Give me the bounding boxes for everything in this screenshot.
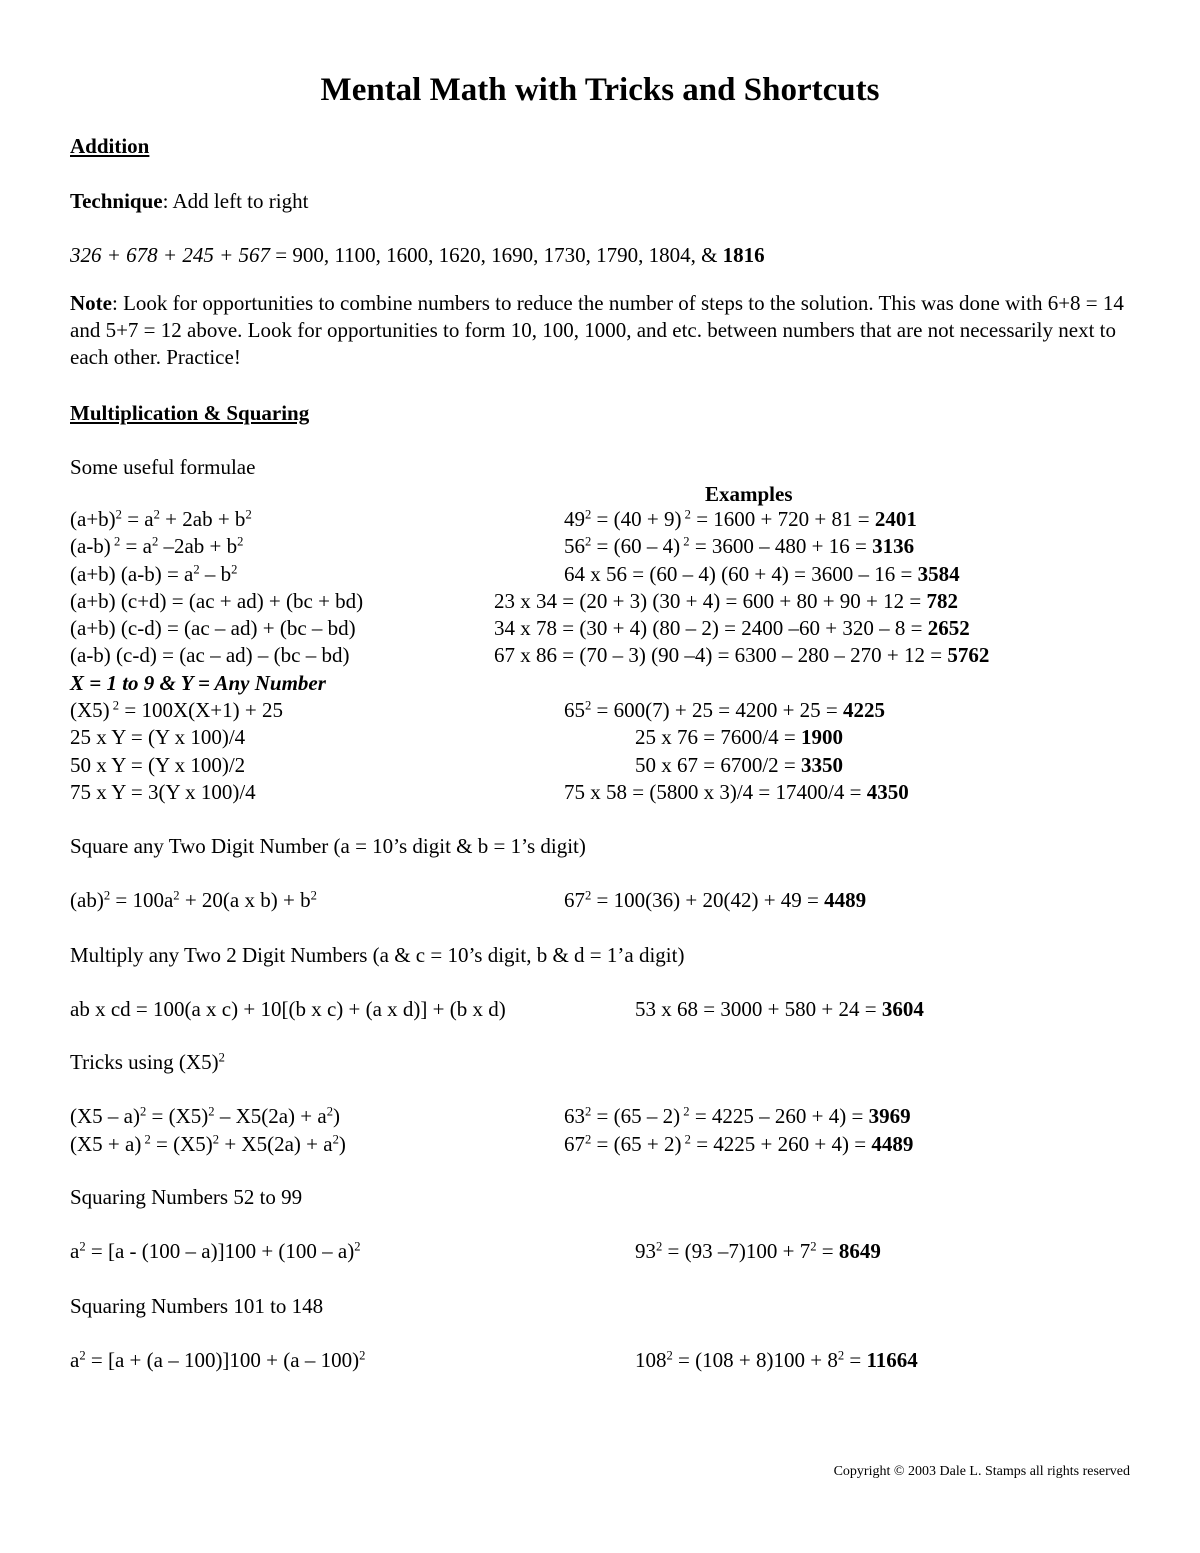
formula: (a-b) $^2 = a^2$ $-2ab + b^2$: [70, 534, 244, 559]
formula-subheading: [70, 670, 1170, 697]
formula-row: [70, 588, 1170, 615]
tricks-x5-example: $67^2 = (65 + 2) ^2 = 4225 + 260 + 4) = 4489$: [564, 1132, 914, 1156]
formula: 25 x Y = (Y x 100)/4: [70, 725, 246, 750]
tricks-x5-formula: $(X5 - a)^2 = (X5)^2 - X5(2a) + a^2$): [70, 1104, 341, 1128]
addition-heading: Addition: [70, 134, 150, 158]
addition-example: [70, 241, 765, 269]
squaring-52-99-example: $93^2 = (93$ $-7)100 + 7^2 = 8649$: [635, 1239, 881, 1263]
multiplication-heading: Multiplication & Squaring: [70, 401, 310, 425]
squaring-101-148-formula: $a^2 = [a + (a - 100)]100 + (a - 100)^2$: [70, 1348, 366, 1372]
multiply-two-digit-heading: Multiply any Two 2 Digit Numbers (a & c = 10’s digit, b & d = 1’a digit): [70, 943, 685, 967]
formula: $(a+b)^2 = a^2 + 2ab + b^2$: [70, 507, 252, 531]
technique-text: : Add left to right: [162, 189, 309, 213]
addition-example-steps: = 900, 1100, 1600, 1620, 1690, 1730, 1790, 1804, &: [270, 243, 723, 267]
multiply-two-digit-formula: ab x cd = 100(a x c) + 10[(b x c) + (a x d)] + (b x d): [70, 997, 506, 1021]
tricks-x5-formula: (X5 + a) $^2 = (X5)^2 + X5(2a) + a^2$): [70, 1132, 346, 1156]
formula: X = 1 to 9 & Y = Any Number: [70, 670, 326, 695]
addition-note: [70, 290, 1130, 371]
tricks-x5-example: $63^2 = (65 - 2) ^2 = 4225 - 260 + 4) = 3969$: [564, 1104, 911, 1128]
formula-table: [70, 506, 1170, 806]
formula: 50 x Y = (Y x 100)/2: [70, 752, 246, 777]
formula-row: [70, 506, 1170, 533]
example: $65^2 = 600(7) + 25 = 4200 + 25 = 4225$: [564, 698, 885, 723]
formula: 75 x Y = 3(Y x 100)/4: [70, 779, 256, 804]
formula-row: [70, 752, 1170, 779]
example: $56^2 = (60 - 4) ^2 = 3600 - 480 + 16 = 3136$: [564, 534, 915, 559]
square-two-digit-formula: $(ab)^2 = 100a^2 + 20(a$ x $b) + b^2$: [70, 888, 317, 912]
formula: (a+b) (c+d) = (ac + ad) + (bc + bd): [70, 588, 364, 613]
example: $49^2 = (40 + 9) ^2 = 1600 + 720 + 81 = 2401$: [564, 507, 917, 531]
technique-label: Technique: [70, 189, 163, 213]
formula: (a+b) $(a-b) = a^2 - b^2$: [70, 561, 238, 586]
examples-heading: Examples: [705, 482, 793, 506]
formula: (X5) $^2$ = 100X(X+1) + 25: [70, 698, 283, 723]
formula: (a-b) (c-d) = (ac – ad) – (bc – bd): [70, 643, 350, 668]
squaring-52-99-heading: Squaring Numbers 52 to 99: [70, 1185, 303, 1209]
example: 50 x 67 = 6700/2 = 3350: [635, 752, 844, 777]
technique-line: [70, 187, 308, 215]
note-label: Note: [70, 291, 112, 315]
multiply-two-digit-example: 53 x 68 = 3000 + 580 + 24 = 3604: [635, 997, 924, 1021]
square-two-digit-heading: Square any Two Digit Number (a = 10’s digit & b = 1’s digit): [70, 834, 586, 858]
squaring-101-148-example: $108^2 = (108 + 8)100 + 8^2 = 11664$: [635, 1348, 918, 1372]
formula-row: [70, 779, 1170, 806]
example: 23 x 34 = (20 + 3) (30 + 4) = 600 + 80 + 90 + 12 = 782: [494, 588, 958, 613]
addition-example-answer: 1816: [722, 243, 765, 267]
formulae-intro: Some useful formulae: [70, 455, 256, 479]
example: 64 x 56 = (60 – 4) (60 + 4) = 3600 – 16 = 3584: [564, 561, 960, 586]
squaring-52-99-formula: $a^2 = [a - (100 - a)]100 + (100 - a)^2$: [70, 1239, 361, 1263]
example: 34 x 78 = (30 + 4) (80 – 2) = 2400 –60 + 320 – 8 = 2652: [494, 616, 970, 641]
formula-row: [70, 533, 1170, 560]
squaring-101-148-heading: Squaring Numbers 101 to 148: [70, 1294, 324, 1318]
tricks-x5-heading: Tricks using $(X5)^2$: [70, 1050, 225, 1074]
formula-row: [70, 561, 1170, 588]
square-two-digit-example: $67^2 = 100(36) + 20(42) + 49 = 4489$: [564, 888, 867, 912]
addition-example-expression: 326 + 678 + 245 + 567: [70, 243, 271, 267]
formula-row: [70, 615, 1170, 642]
example: 67 x 86 = (70 – 3) (90 –4) = 6300 – 280 – 270 + 12 = 5762: [494, 643, 990, 668]
note-text: : Look for opportunities to combine numbers to reduce the number of steps to the solution. This was done with 6+8 = 14 and 5+7 = 12 above. Look for opportunities to form 10, 100, 1000, and etc. between numbers that are not necessarily next to each other. Practice!: [70, 291, 1124, 369]
page-title: Mental Math with Tricks and Shortcuts: [320, 72, 880, 108]
formula-row: [70, 697, 1170, 724]
formula: (a+b) (c-d) = (ac – ad) + (bc – bd): [70, 616, 356, 641]
example: 25 x 76 = 7600/4 = 1900: [635, 725, 844, 750]
formula-row: [70, 642, 1170, 669]
formula-row: [70, 724, 1170, 751]
example: 75 x 58 = (5800 x 3)/4 = 17400/4 = 4350: [564, 779, 909, 804]
copyright-notice: Copyright © 2003 Dale L. Stamps all rights reserved: [833, 1464, 1130, 1479]
